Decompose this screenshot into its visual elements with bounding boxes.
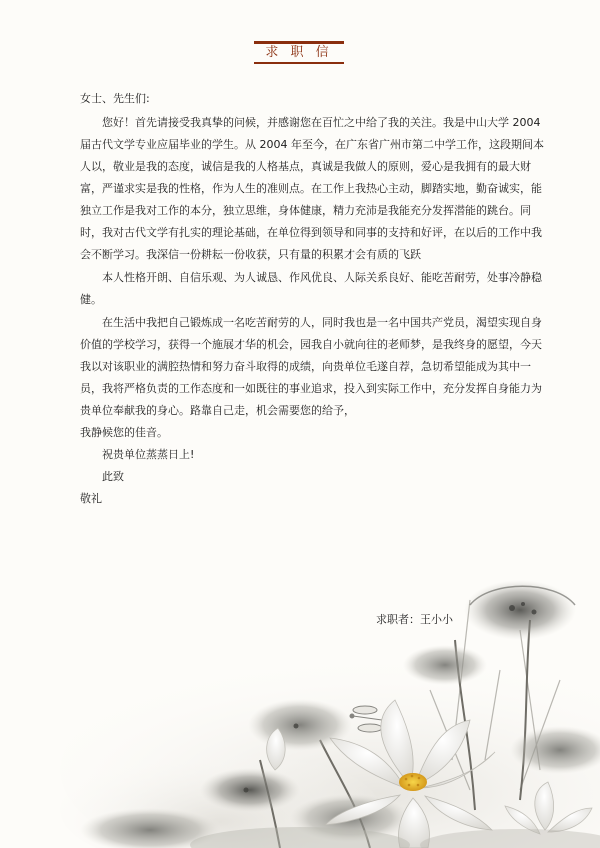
- greeting: 女士、先生们:: [80, 92, 150, 105]
- lotus-painting-icon: [0, 560, 600, 848]
- letter-body: [80, 88, 546, 510]
- paragraph-intro: 您好！首先请接受我真挚的问候，并感谢您在百忙之中给了我的关注。我是中山大学 2004 届古代文学专业应届毕业的学生。从 2004 年至今，在广东省广州市第二中学工作，这段期间本人以，敬业是我的态度，诚信是我的人格基点，真诚是我做人的原则，爱心是我拥有的最大财富，严谨求实是我的性格，作为人生的准则点。在工作上我热心主动，脚踏实地，勤奋诚实，能独立工作是我对工作的本分，独立思维，身体健康，精力充沛是我能充分发挥潜能的跳台。同时，我对古代文学有扎实的理论基础，在单位得到领导和同事的支持和好评，在以后的工作中我会不断学习。我深信一份耕耘一份收获，只有量的积累才会有质的飞跃: [80, 116, 544, 261]
- paragraph-aspiration: 在生活中我把自己锻炼成一名吃苦耐劳的人，同时我也是一名中国共产党员，渴望实现自身价值的学校学习，获得一个施展才华的机会，园我自小就向往的老师梦，是我终身的愿望，今天我以对该职业的满腔热情和努力奋斗取得的成绩，向贵单位毛遂自荐，急切希望能成为其中一员，我将严格负责的工作态度和一如既往的事业追求，投入到实际工作中，充分发挥自身能力为贵单位奉献我的身心。路靠自己走，机会需要您的给予，: [80, 316, 542, 417]
- await-line: 我静候您的佳音。: [80, 426, 168, 439]
- closing-line-2: 敬礼: [80, 492, 102, 505]
- title-bottom-rule: [254, 62, 344, 64]
- paragraph-personality: 本人性格开朗、自信乐观、为人诚恳、作风优良、人际关系良好、能吃苦耐劳，处事冷静稳健。: [80, 271, 542, 306]
- title-top-rule: [254, 41, 344, 44]
- signature: 求职者：王小小: [376, 613, 453, 626]
- wish-line: 祝贵单位蒸蒸日上!: [102, 448, 195, 461]
- closing-line-1: 此致: [102, 470, 124, 483]
- title-banner: [254, 41, 344, 65]
- page-title: 求 职 信: [265, 45, 333, 60]
